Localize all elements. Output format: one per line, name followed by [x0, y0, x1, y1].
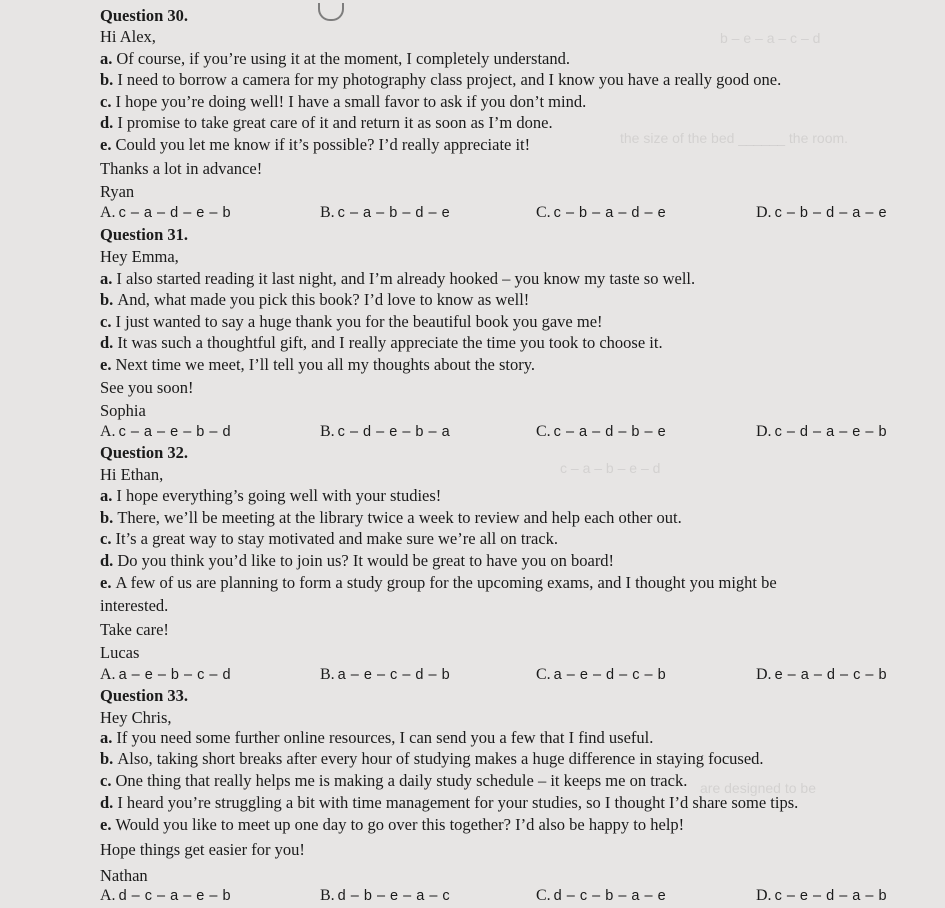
- letter-greeting: Hi Ethan,: [100, 465, 164, 484]
- item-label: e.: [100, 815, 112, 834]
- answer-option-a[interactable]: A. a – e – b – c – d: [100, 666, 232, 683]
- item-label: d.: [100, 333, 114, 352]
- answer-options: [100, 203, 900, 223]
- show-through-text: c – a – b – e – d: [560, 460, 661, 476]
- item-label: a.: [100, 728, 113, 747]
- answer-option-b[interactable]: B. c – a – b – d – e: [320, 204, 451, 221]
- item-label: d.: [100, 551, 114, 570]
- item-label: a.: [100, 49, 113, 68]
- answer-option-d[interactable]: D. e – a – d – c – b: [756, 666, 888, 683]
- item-text: Could you let me know if it’s possible? I’d really appreciate it!: [115, 135, 531, 154]
- show-through-text: are designed to be: [700, 780, 816, 796]
- answer-option-b[interactable]: B. c – d – e – b – a: [320, 423, 451, 440]
- item-text: I heard you’re struggling a bit with time management for your studies, so I thought I’d share some tips.: [117, 793, 799, 812]
- sentence-item: [100, 529, 558, 549]
- item-label: b.: [100, 508, 114, 527]
- item-label: c.: [100, 92, 112, 111]
- show-through-text: the size of the bed ______ the room.: [620, 130, 849, 146]
- answer-option-c[interactable]: C. d – c – b – a – e: [536, 887, 667, 904]
- letter-signature: Ryan: [100, 182, 135, 201]
- letter-greeting: Hey Emma,: [100, 247, 179, 266]
- pen-mark: [318, 3, 344, 21]
- item-text: Do you think you’d like to join us? It would be great to have you on board!: [117, 551, 615, 570]
- answer-option-c[interactable]: C. c – b – a – d – e: [536, 204, 667, 221]
- sentence-item: [100, 49, 570, 69]
- answer-option-d[interactable]: D. c – d – a – e – b: [756, 423, 888, 440]
- sentence-item: [100, 312, 603, 332]
- sentence-item: [100, 290, 529, 310]
- sentence-item: [100, 573, 777, 593]
- item-text: And, what made you pick this book? I’d love to know as well!: [117, 290, 530, 309]
- item-label: a.: [100, 486, 113, 505]
- answer-option-d[interactable]: D. c – b – d – a – e: [756, 204, 888, 221]
- sentence-item: [100, 70, 781, 90]
- item-label: d.: [100, 113, 114, 132]
- answer-option-a[interactable]: A. c – a – e – b – d: [100, 423, 232, 440]
- answer-option-c[interactable]: C. a – e – d – c – b: [536, 666, 667, 683]
- question-title: Question 30.: [100, 6, 189, 25]
- letter-greeting: Hey Chris,: [100, 708, 172, 727]
- sentence-item: [100, 771, 687, 791]
- letter-closing: Thanks a lot in advance!: [100, 159, 263, 178]
- letter-closing: See you soon!: [100, 378, 194, 397]
- sentence-item: [100, 92, 586, 112]
- item-text: If you need some further online resources, I can send you a few that I find useful.: [116, 728, 654, 747]
- sentence-item: [100, 355, 535, 375]
- item-label: e.: [100, 135, 112, 154]
- item-text: One thing that really helps me is making a daily study schedule – it keeps me on track.: [115, 771, 688, 790]
- item-label: b.: [100, 749, 114, 768]
- item-text: I need to borrow a camera for my photography class project, and I know you have a really good one.: [117, 70, 782, 89]
- item-text: It’s a great way to stay motivated and make sure we’re all on track.: [115, 529, 559, 548]
- answer-options: [100, 886, 900, 906]
- item-text: I hope everything’s going well with your studies!: [116, 486, 442, 505]
- item-label: d.: [100, 793, 114, 812]
- sentence-item: [100, 749, 764, 769]
- answer-option-d[interactable]: D. c – e – d – a – b: [756, 887, 888, 904]
- sentence-item: [100, 551, 614, 571]
- item-label: b.: [100, 290, 114, 309]
- sentence-item: [100, 486, 441, 506]
- letter-closing: Take care!: [100, 620, 169, 639]
- answer-option-b[interactable]: B. d – b – e – a – c: [320, 887, 451, 904]
- item-text: There, we’ll be meeting at the library twice a week to review and help each other out.: [117, 508, 682, 527]
- question-title: Question 33.: [100, 686, 189, 705]
- sentence-item: [100, 269, 695, 289]
- item-text: Of course, if you’re using it at the moment, I completely understand.: [116, 49, 571, 68]
- item-label: b.: [100, 70, 114, 89]
- answer-options: [100, 665, 900, 685]
- item-label: c.: [100, 529, 112, 548]
- item-label: c.: [100, 771, 112, 790]
- letter-signature: Nathan: [100, 866, 148, 885]
- sentence-item: [100, 333, 663, 353]
- item-text: A few of us are planning to form a study group for the upcoming exams, and I thought you might be: [115, 573, 777, 592]
- item-text: Also, taking short breaks after every hour of studying makes a huge difference in staying focused.: [117, 749, 764, 768]
- item-text: Next time we meet, I’ll tell you all my thoughts about the story.: [115, 355, 536, 374]
- answer-option-a[interactable]: A. d – c – a – e – b: [100, 887, 232, 904]
- item-label: e.: [100, 573, 112, 592]
- sentence-item: [100, 793, 798, 813]
- letter-closing: Hope things get easier for you!: [100, 840, 305, 859]
- question-title: Question 32.: [100, 443, 189, 462]
- sentence-item: [100, 135, 530, 155]
- item-text: Would you like to meet up one day to go over this together? I’d also be happy to help!: [115, 815, 685, 834]
- letter-signature: Sophia: [100, 401, 146, 420]
- item-label: c.: [100, 312, 112, 331]
- item-text: It was such a thoughtful gift, and I really appreciate the time you took to choose it.: [117, 333, 663, 352]
- item-text: I promise to take great care of it and return it as soon as I’m done.: [117, 113, 553, 132]
- sentence-item: [100, 728, 653, 748]
- answer-options: [100, 422, 900, 442]
- letter-signature: Lucas: [100, 643, 140, 662]
- sentence-item: [100, 815, 684, 835]
- answer-option-c[interactable]: C. c – a – d – b – e: [536, 423, 667, 440]
- item-label: e.: [100, 355, 112, 374]
- show-through-text: b – e – a – c – d: [720, 30, 821, 46]
- answer-option-b[interactable]: B. a – e – c – d – b: [320, 666, 451, 683]
- letter-greeting: Hi Alex,: [100, 27, 156, 46]
- sentence-item: [100, 508, 682, 528]
- answer-option-a[interactable]: A. c – a – d – e – b: [100, 204, 232, 221]
- question-title: Question 31.: [100, 225, 189, 244]
- sentence-item-continuation: interested.: [100, 596, 169, 615]
- item-text: I just wanted to say a huge thank you for the beautiful book you gave me!: [115, 312, 603, 331]
- item-text: I hope you’re doing well! I have a small favor to ask if you don’t mind.: [115, 92, 587, 111]
- sentence-item: [100, 113, 553, 133]
- item-label: a.: [100, 269, 113, 288]
- item-text: I also started reading it last night, and I’m already hooked – you know my taste so well.: [116, 269, 696, 288]
